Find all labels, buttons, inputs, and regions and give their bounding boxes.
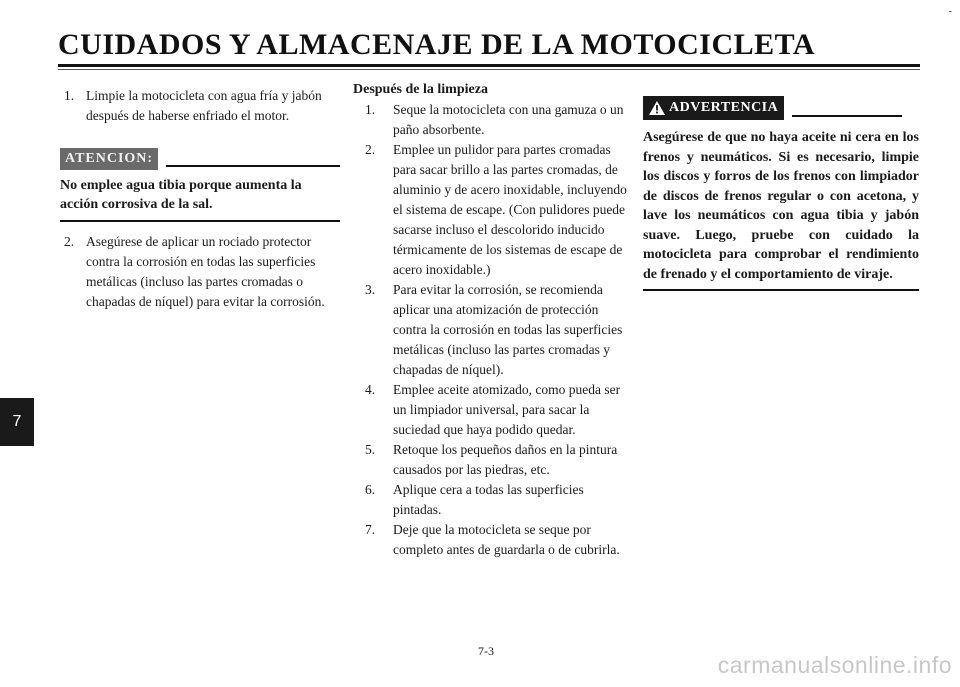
column-left bbox=[60, 86, 340, 312]
item-number: 7. bbox=[365, 522, 376, 537]
list-item bbox=[353, 380, 629, 440]
item-text: Emplee un pulidor para partes cromadas para sacar brillo a las partes cromadas, de aluminio y de acero inoxidable, incluyendo el sistema de escape. (Con pulidores puede sacarse incluso el descolorido inducido térmicamente de los sistemas de escape de acero inoxidable.) bbox=[393, 142, 627, 277]
warning-header bbox=[643, 96, 919, 120]
list-item bbox=[353, 480, 629, 520]
notice-badge: ATENCION: bbox=[60, 148, 158, 170]
corner-mark: - bbox=[948, 6, 952, 17]
item-number: 4. bbox=[365, 382, 376, 397]
page-number: 7-3 bbox=[478, 644, 494, 658]
item-number: 2. bbox=[64, 233, 75, 249]
watermark: carmanualsonline.info bbox=[717, 652, 952, 678]
item-text: Emplee aceite atomizado, como pueda ser un limpiador universal, para sacar la suciedad que haya podido quedar. bbox=[393, 382, 621, 437]
list-item bbox=[353, 520, 629, 560]
column-right bbox=[643, 96, 919, 291]
title-rule-secondary bbox=[58, 69, 920, 70]
notice-rule bbox=[166, 165, 340, 167]
list-item bbox=[60, 86, 340, 126]
notice-header bbox=[60, 148, 340, 170]
item-number: 1. bbox=[365, 102, 376, 117]
item-number: 5. bbox=[365, 442, 376, 457]
item-number: 3. bbox=[365, 282, 376, 297]
item-text: Deje que la motocicleta se seque por completo antes de guardarla o de cubrirla. bbox=[393, 522, 620, 557]
title-rule bbox=[58, 64, 920, 67]
warning-end-rule bbox=[643, 289, 919, 291]
warning-badge bbox=[643, 96, 784, 120]
item-text: Aplique cera a todas las superficies pintadas. bbox=[393, 482, 584, 517]
list-item bbox=[353, 140, 629, 280]
item-text: Asegúrese de aplicar un rociado protector contra la corrosión en todas las superficies metálicas (incluso las partes cromadas o chapadas de níquel) para evitar la corrosión. bbox=[86, 233, 325, 309]
item-text: Seque la motocicleta con una gamuza o un paño absorbente. bbox=[393, 102, 624, 137]
list-item bbox=[353, 280, 629, 380]
chapter-tab: 7 bbox=[0, 398, 34, 446]
section-heading: Después de la limpieza bbox=[353, 82, 488, 97]
item-number: 1. bbox=[64, 88, 75, 103]
warning-rule bbox=[792, 115, 902, 117]
warning-label: ADVERTENCIA bbox=[669, 100, 779, 115]
column-middle bbox=[353, 80, 629, 560]
list-item bbox=[353, 100, 629, 140]
item-number: 6. bbox=[365, 482, 376, 497]
item-text: Retoque los pequeños daños en la pintura causados por las piedras, etc. bbox=[393, 442, 618, 477]
item-text: Para evitar la corrosión, se recomienda aplicar una atomización de protección contra la corrosión en todas las superficies metálicas (incluso las partes cromadas y chapadas de níquel). bbox=[393, 282, 623, 377]
notice-text: No emplee agua tibia porque aumenta la acción corrosiva de la sal. bbox=[60, 178, 302, 212]
warning-text: Asegúrese de que no haya aceite ni cera en los frenos y neumáticos. Si es necesario, limpie los discos y forros de los frenos con limpiador de discos de frenos regular o con acetona, y lave los neumáticos con agua tibia y jabón suave. Luego, pruebe con cuidado la motocicleta para comprobar el rendimiento de frenado y el comportamiento de viraje. bbox=[643, 130, 919, 282]
list-item bbox=[60, 232, 340, 312]
page-title: CUIDADOS Y ALMACENAJE DE LA MOTOCICLETA bbox=[58, 28, 816, 61]
notice-end-rule bbox=[60, 220, 340, 222]
list-item bbox=[353, 440, 629, 480]
item-text: Limpie la motocicleta con agua fría y jabón después de haberse enfriado el motor. bbox=[86, 88, 322, 123]
warning-triangle-icon bbox=[649, 101, 665, 115]
item-number: 2. bbox=[365, 142, 376, 157]
